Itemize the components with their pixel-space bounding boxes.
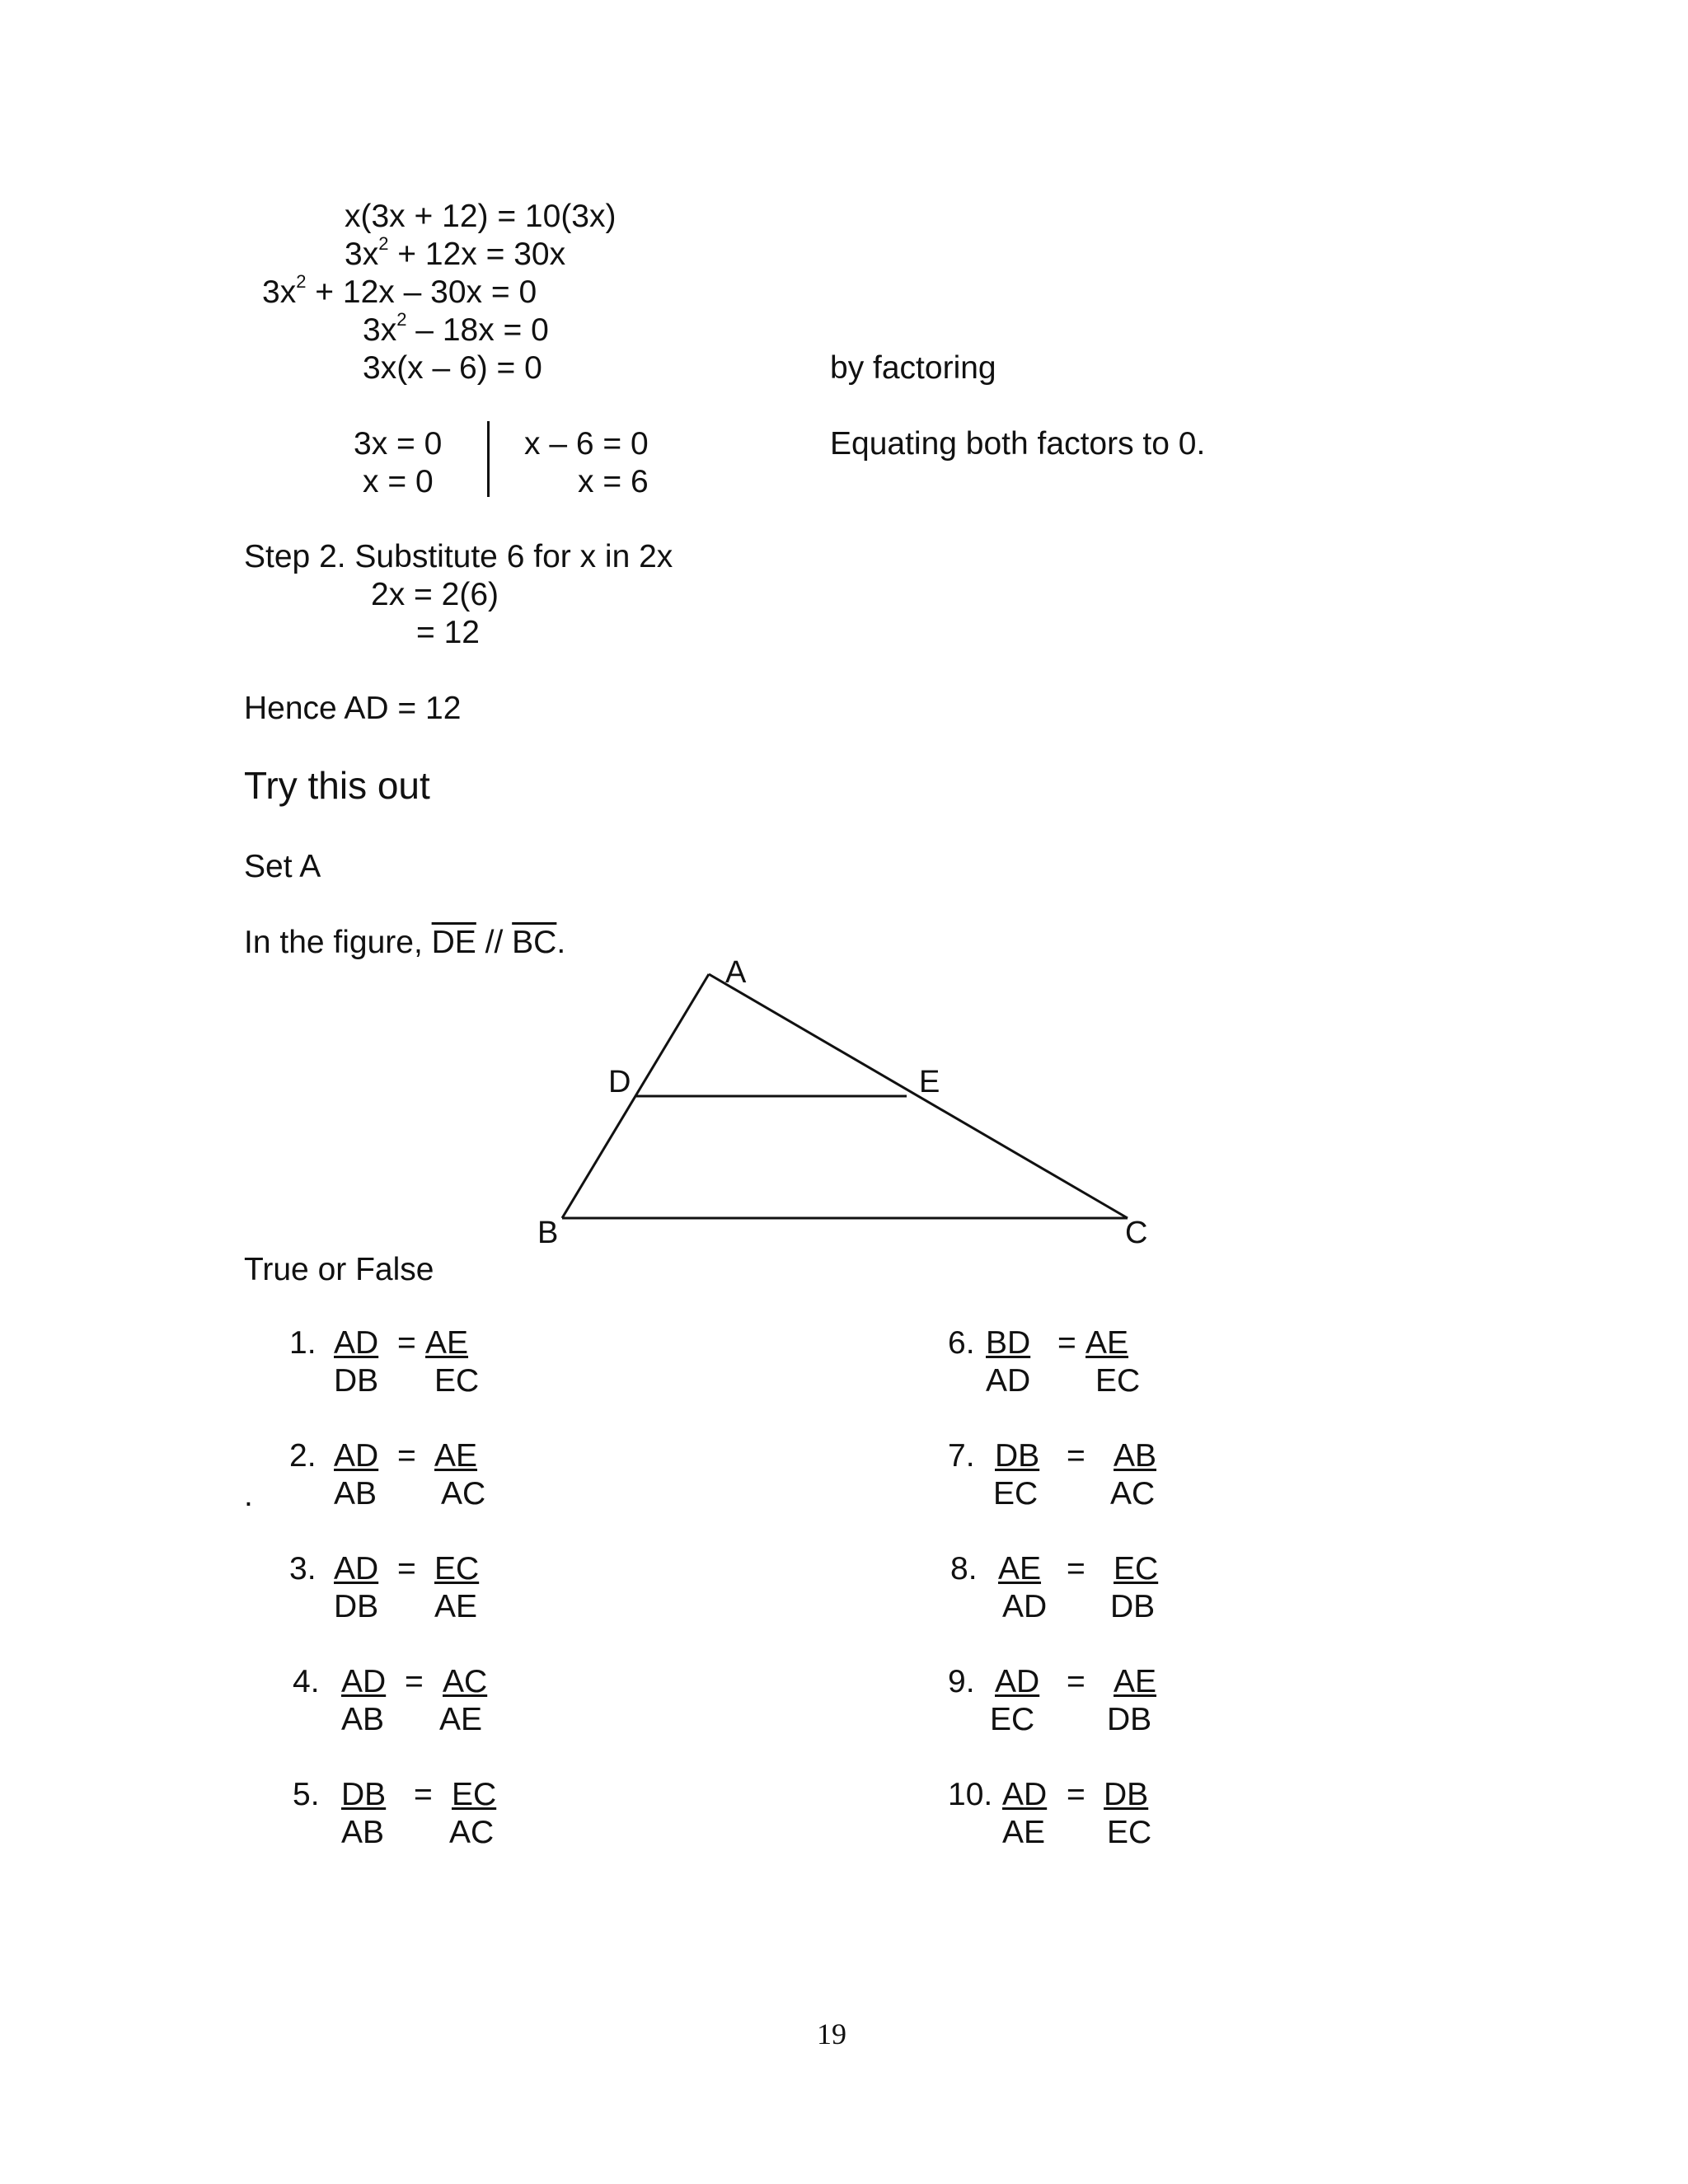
fraction-2-denominator: EC — [1095, 1363, 1141, 1399]
section-heading: Try this out — [244, 764, 430, 807]
equals-sign: = — [1067, 1664, 1085, 1699]
fraction-1-denominator: EC — [990, 1702, 1035, 1737]
fraction-1-denominator: DB — [334, 1363, 379, 1399]
step2-line-1: 2x = 2(6) — [371, 577, 499, 612]
equals-sign: = — [1057, 1325, 1076, 1361]
right-equation-2: x = 6 — [578, 464, 649, 499]
fraction-2-denominator: AC — [1110, 1476, 1156, 1511]
label-a: A — [725, 955, 747, 990]
fraction-1-denominator: AB — [341, 1702, 385, 1737]
fraction-1-denominator: DB — [334, 1589, 379, 1624]
fraction-2-denominator: DB — [1107, 1702, 1152, 1737]
label-c: C — [1125, 1216, 1148, 1250]
fraction-2-numerator: AC — [443, 1664, 488, 1699]
left-equation-2: x = 0 — [363, 464, 434, 499]
step2-line-2: = 12 — [416, 615, 480, 650]
equals-sign: = — [397, 1438, 416, 1474]
fraction-2-denominator: AE — [434, 1589, 478, 1624]
fraction-2-denominator: AC — [449, 1815, 495, 1850]
item-number: 5. — [293, 1777, 320, 1812]
step2-title: Step 2. Substitute 6 for x in 2x — [244, 539, 673, 574]
set-label: Set A — [244, 849, 321, 884]
equation-line-2-a: 3x — [345, 237, 379, 272]
item-number: 1. — [289, 1325, 316, 1361]
equation-line-3-b: + 12x – 30x = 0 — [306, 274, 537, 310]
fraction-2-numerator: EC — [452, 1777, 497, 1812]
fraction-1-numerator: DB — [341, 1777, 387, 1812]
page-number: 19 — [817, 2018, 846, 2050]
fraction-2-numerator: AE — [425, 1325, 469, 1361]
intro-period: . — [556, 925, 566, 960]
equals-sign: = — [405, 1664, 424, 1699]
fraction-1-denominator: EC — [993, 1476, 1039, 1511]
fraction-2-denominator: AC — [441, 1476, 486, 1511]
item-number: 4. — [293, 1664, 320, 1699]
equals-sign: = — [397, 1551, 416, 1586]
equation-line-2-b: + 12x = 30x — [388, 237, 566, 272]
item-number: 10. — [948, 1777, 993, 1812]
exponent: 2 — [396, 309, 407, 330]
fraction-2-denominator: DB — [1110, 1589, 1156, 1624]
right-equation-1: x – 6 = 0 — [524, 426, 649, 462]
item-number: 2. — [289, 1438, 316, 1474]
quiz-title: True or False — [244, 1252, 434, 1287]
equation-line-4-a: 3x — [363, 312, 397, 348]
fraction-2-numerator: AE — [1114, 1664, 1157, 1699]
fraction-1-denominator: AD — [986, 1363, 1031, 1399]
fraction-1-numerator: AD — [334, 1325, 379, 1361]
segment-de: $\overline{DE}$ — [431, 925, 476, 960]
equals-sign: = — [1067, 1438, 1085, 1474]
label-b: B — [537, 1216, 559, 1250]
fraction-2-denominator: EC — [1107, 1815, 1152, 1850]
left-equation-1: 3x = 0 — [354, 426, 443, 462]
label-d: D — [608, 1065, 631, 1099]
fraction-1-numerator: AE — [998, 1551, 1042, 1586]
equals-sign: = — [1067, 1777, 1085, 1812]
item-number: 8. — [950, 1551, 978, 1586]
segment-bc: $\overline{BC}$ — [512, 925, 557, 960]
fraction-1-numerator: BD — [986, 1325, 1031, 1361]
equals-sign: = — [414, 1777, 433, 1812]
fraction-1-numerator: DB — [995, 1438, 1040, 1474]
fraction-2-numerator: EC — [1114, 1551, 1159, 1586]
equals-sign: = — [1067, 1551, 1085, 1586]
equation-line-4-b: – 18x = 0 — [406, 312, 549, 348]
fraction-2-numerator: EC — [434, 1551, 480, 1586]
fraction-2-numerator: DB — [1104, 1777, 1149, 1812]
fraction-2-numerator: AB — [1114, 1438, 1157, 1474]
fraction-2-numerator: AE — [1085, 1325, 1129, 1361]
fraction-1-numerator: AD — [334, 1438, 379, 1474]
fraction-1-numerator: AD — [995, 1664, 1040, 1699]
conclusion: Hence AD = 12 — [244, 691, 462, 726]
label-e: E — [919, 1065, 940, 1099]
fraction-1-numerator: AD — [334, 1551, 379, 1586]
fraction-2-numerator: AE — [434, 1438, 478, 1474]
note-equating: Equating both factors to 0. — [830, 426, 1206, 462]
parallel-sign: // — [476, 925, 513, 960]
fraction-1-denominator: AB — [334, 1476, 377, 1511]
fraction-1-denominator: AB — [341, 1815, 385, 1850]
fraction-1-denominator: AD — [1002, 1589, 1048, 1624]
fraction-2-denominator: EC — [434, 1363, 480, 1399]
fraction-1-denominator: AE — [1002, 1815, 1046, 1850]
equals-sign: = — [397, 1325, 416, 1361]
exponent: 2 — [296, 271, 307, 292]
equation-line-3-a: 3x — [262, 274, 297, 310]
fraction-2-denominator: AE — [439, 1702, 483, 1737]
item-number: 6. — [948, 1325, 975, 1361]
item-number: 9. — [948, 1664, 975, 1699]
item-number: 3. — [289, 1551, 316, 1586]
exponent: 2 — [378, 233, 389, 254]
intro-text: In the figure, — [244, 925, 432, 960]
fraction-1-numerator: AD — [341, 1664, 387, 1699]
equation-line-1: x(3x + 12) = 10(3x) — [345, 199, 617, 234]
fraction-1-numerator: AD — [1002, 1777, 1048, 1812]
stray-mark: . — [244, 1478, 253, 1513]
item-number: 7. — [948, 1438, 975, 1474]
equation-line-5: 3x(x – 6) = 0 — [363, 350, 542, 386]
note-factoring: by factoring — [830, 350, 996, 386]
